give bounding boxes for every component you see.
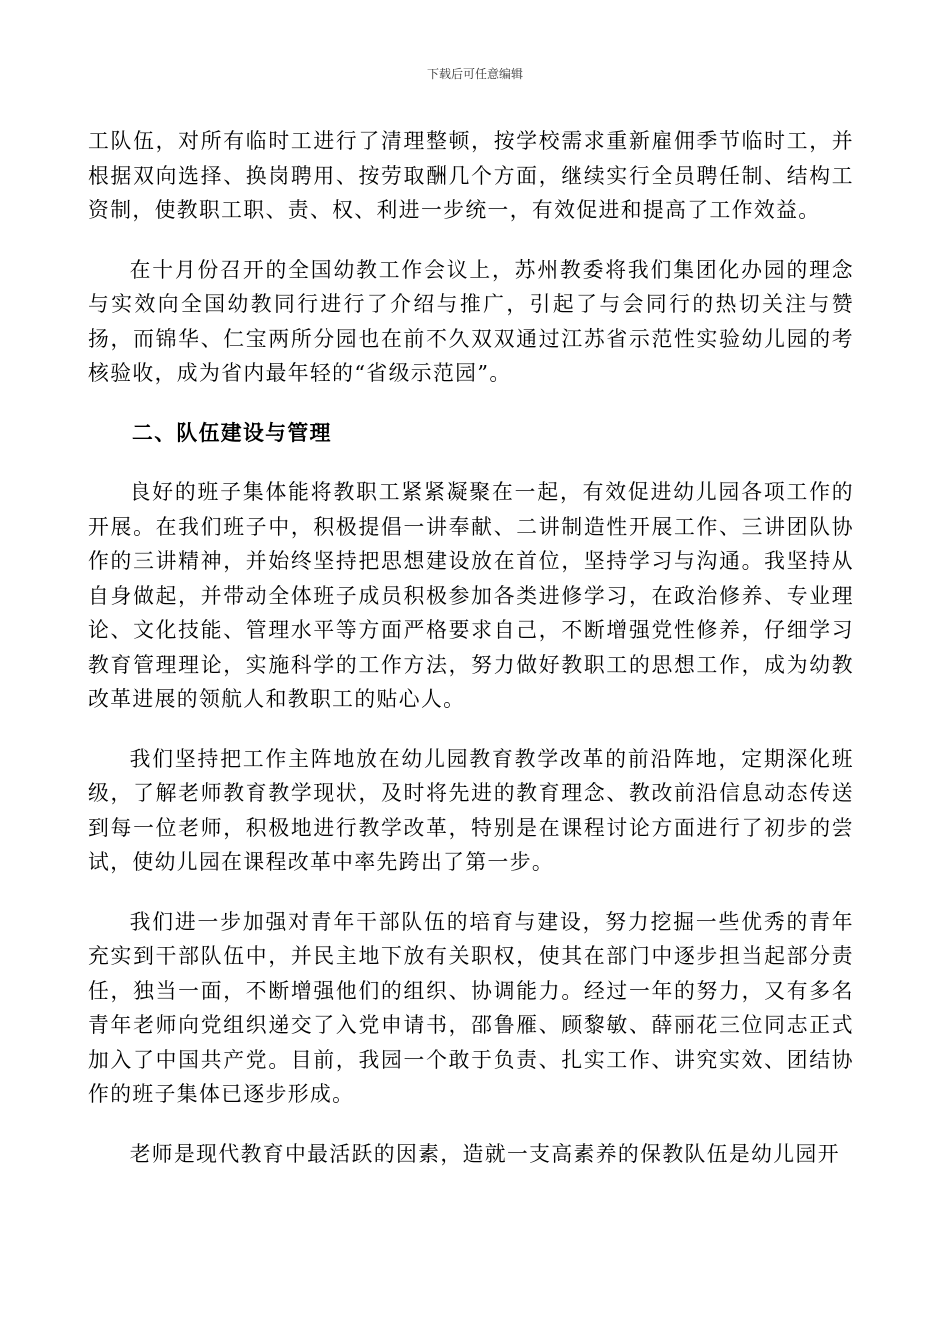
- paragraph-leadership: 良好的班子集体能将教职工紧紧凝聚在一起，有效促进幼儿园各项工作的开展。在我们班子中，积极提倡一讲奉献、二讲制造性开展工作、三讲团队协作的三讲精神，并始终坚持把思想建设放在首位，坚持学习与沟通。我坚持从自身做起，并带动全体班子成员积极参加各类进修学习，在政治修养、专业理论、文化技能、管理水平等方面严格要求自己，不断增强党性修养，仔细学习教育管理理论，实施科学的工作方法，努力做好教职工的思想工作，成为幼教改革进展的领航人和教职工的贴心人。: [88, 480, 854, 711]
- paragraph-teaching-reform: 我们坚持把工作主阵地放在幼儿园教育教学改革的前沿阵地，定期深化班级，了解老师教育教学现状，及时将先进的教育理念、教改前沿信息动态传送到每一位老师，积极地进行教学改革，特别是在课程讨论方面进行了初步的尝试，使幼儿园在课程改革中率先跨出了第一步。: [88, 746, 854, 874]
- paragraph-young-cadres: 我们进一步加强对青年干部队伍的培育与建设，努力挖掘一些优秀的青年充实到干部队伍中，并民主地下放有关职权，使其在部门中逐步担当起部分责任，独当一面，不断增强他们的组织、协调能力。经过一年的努力，又有多名青年老师向党组织递交了入党申请书，邵鲁雁、顾黎敏、薛丽花三位同志正式加入了中国共产党。目前，我园一个敢于负责、扎实工作、讲究实效、团结协作的班子集体已逐步形成。: [88, 909, 854, 1106]
- document-body: [88, 124, 854, 1171]
- paragraph-continued: 工队伍，对所有临时工进行了清理整顿，按学校需求重新雇佣季节临时工，并根据双向选择、换岗聘用、按劳取酬几个方面，继续实行全员聘任制、结构工资制，使教职工职、责、权、利进一步统一，有效促进和提高了工作效益。: [88, 129, 854, 222]
- header-note: 下载后可任意编辑: [426, 67, 523, 81]
- section-heading: 二、队伍建设与管理: [132, 419, 332, 445]
- paragraph-teachers: 老师是现代教育中最活跃的因素，造就一支高素养的保教队伍是幼儿园开: [129, 1141, 840, 1166]
- paragraph-conference: 在十月份召开的全国幼教工作会议上，苏州教委将我们集团化办园的理念与实效向全国幼教同行进行了介绍与推广，引起了与会同行的热切关注与赞扬，而锦华、仁宝两所分园也在前不久双双通过江苏省示范性实验幼儿园的考核验收，成为省内最年轻的“省级示范园”。: [88, 257, 854, 385]
